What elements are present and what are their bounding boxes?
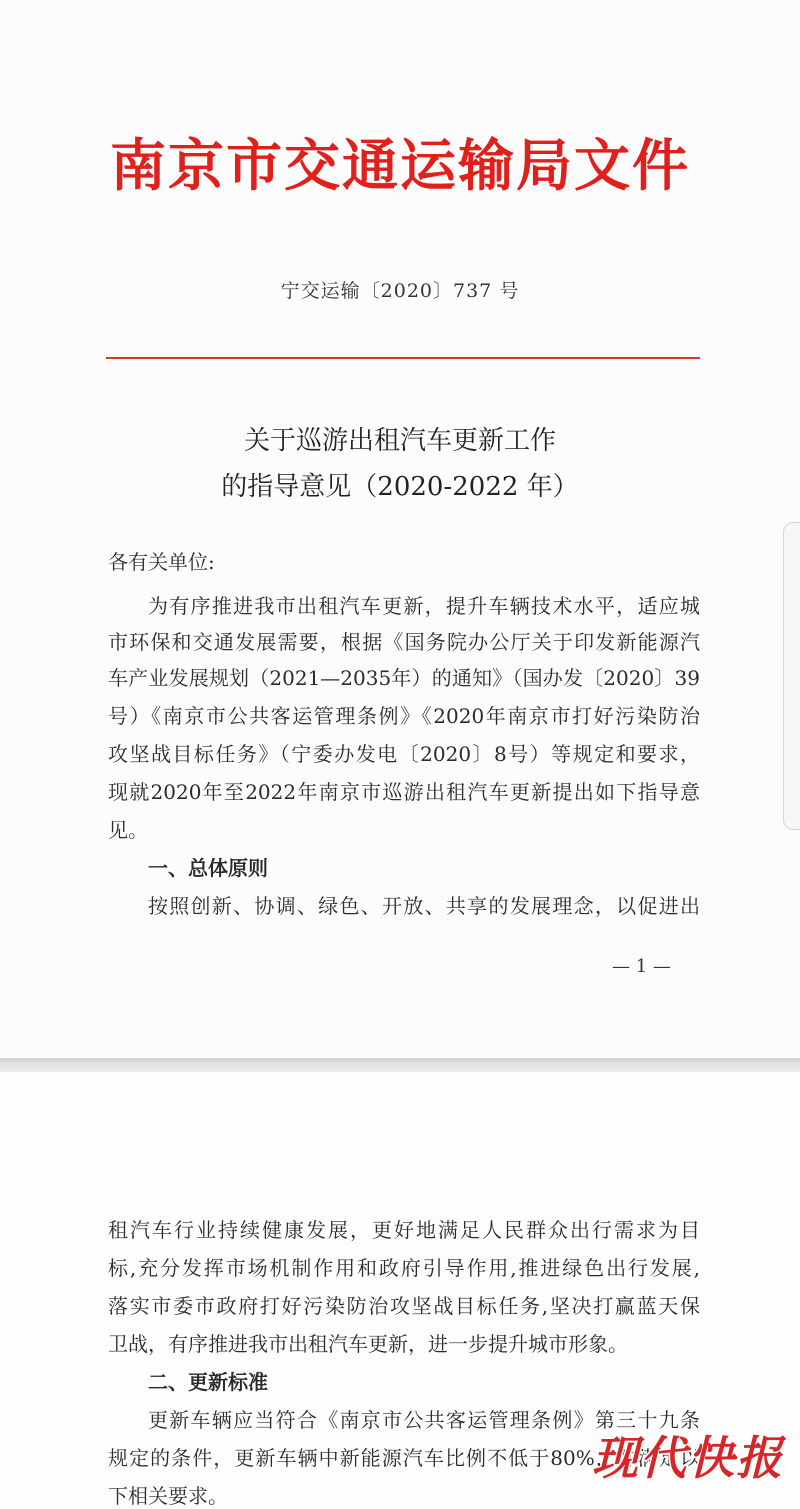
page-separator	[0, 1058, 800, 1072]
paragraph-line: 车产业发展规划（2021—2035年）的通知》（国办发〔2020〕39	[108, 666, 700, 690]
paragraph-line: 按照创新、协调、绿色、开放、共享的发展理念，以促进出	[148, 894, 700, 918]
paragraph-line: 更新车辆应当符合《南京市公共客运管理条例》第三十九条	[148, 1408, 700, 1432]
logo-text: 现代快报	[592, 1431, 784, 1485]
page-number: — 1 —	[612, 956, 671, 977]
paragraph-line: 租汽车行业持续健康发展，更好地满足人民群众出行需求为目	[108, 1218, 700, 1242]
paragraph-line: 标,充分发挥市场机制作用和政府引导作用,推进绿色出行发展,	[108, 1256, 700, 1280]
section-heading: 一、总体原则	[148, 856, 268, 880]
paragraph-line: 卫战，有序推进我市出租汽车更新，进一步提升城市形象。	[108, 1332, 628, 1356]
paragraph-line: 现就2020年至2022年南京市巡游出租汽车更新提出如下指导意	[108, 780, 700, 804]
agency-document-header: 南京市交通运输局文件	[110, 133, 690, 199]
salutation: 各有关单位:	[108, 550, 215, 574]
document-title-line-2: 的指导意见（2020-2022 年）	[221, 472, 579, 502]
document-title-line-1: 关于巡游出租汽车更新工作	[243, 426, 556, 456]
paragraph-line: 号）《南京市公共客运管理条例》《2020年南京市打好污染防治	[108, 704, 700, 728]
paragraph-line: 为有序推进我市出租汽车更新，提升车辆技术水平，适应城	[148, 594, 700, 618]
document-number: 宁交运输〔2020〕737 号	[280, 280, 520, 302]
paragraph-line: 见。	[108, 818, 148, 842]
section-heading: 二、更新标准	[148, 1370, 268, 1394]
paragraph-line: 规定的条件，更新车辆中新能源汽车比例不低于80%，并满足以	[108, 1446, 700, 1470]
header-divider	[106, 357, 700, 359]
newspaper-logo-watermark	[588, 1420, 788, 1490]
paragraph-line: 攻坚战目标任务》（宁委办发电〔2020〕8号）等规定和要求，	[108, 742, 700, 766]
side-scroll-handle[interactable]	[783, 522, 800, 830]
paragraph-line: 市环保和交通发展需要，根据《国务院办公厅关于印发新能源汽	[108, 630, 700, 654]
paragraph-line: 下相关要求。	[108, 1484, 228, 1508]
paragraph-line: 落实市委市政府打好污染防治攻坚战目标任务,坚决打赢蓝天保	[108, 1294, 700, 1318]
